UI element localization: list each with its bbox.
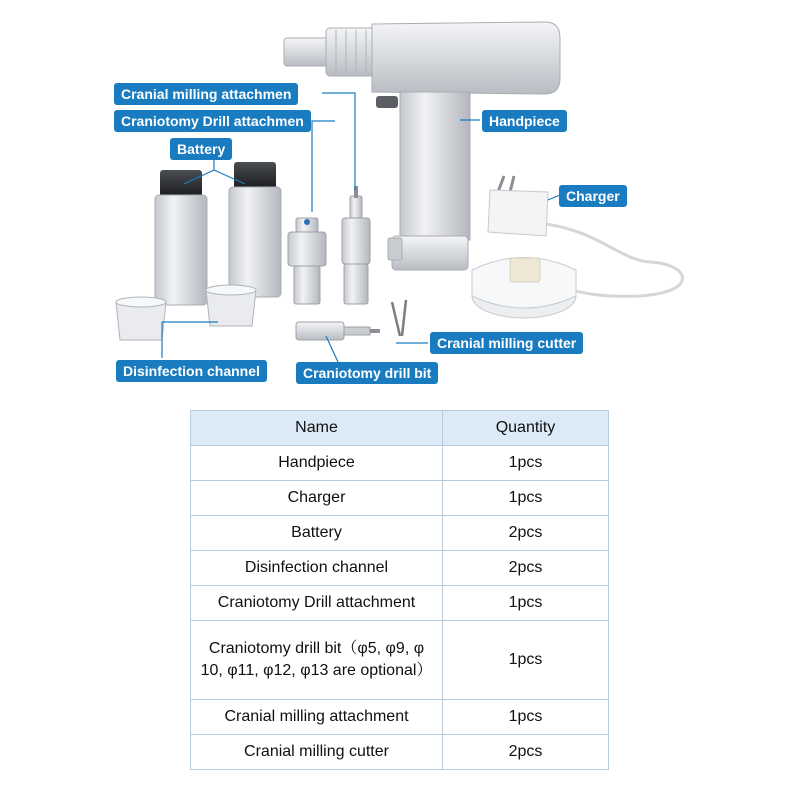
row-name: Craniotomy drill bit（φ5, φ9, φ 10, φ11, φ12, φ13 are optional）: [191, 621, 443, 700]
callout-charger: Charger: [559, 185, 627, 207]
callout-craniotomy-drill-bit: Craniotomy drill bit: [296, 362, 438, 384]
table-header-row: [191, 411, 609, 446]
cranial-milling-cutter-image: [392, 300, 406, 336]
table-row: [191, 586, 609, 621]
row-quantity: 1pcs: [443, 621, 609, 700]
row-name: Cranial milling attachment: [191, 700, 443, 735]
parts-table: [190, 410, 609, 770]
product-photo: [0, 0, 800, 395]
callout-handpiece: Handpiece: [482, 110, 567, 132]
table-row: [191, 481, 609, 516]
row-quantity: 2pcs: [443, 551, 609, 586]
row-quantity: 1pcs: [443, 481, 609, 516]
row-name: Disinfection channel: [191, 551, 443, 586]
row-quantity: 2pcs: [443, 516, 609, 551]
row-quantity: 1pcs: [443, 586, 609, 621]
row-name: Cranial milling cutter: [191, 735, 443, 770]
craniotomy-drill-attachment-image: [288, 218, 326, 304]
row-name: Battery: [191, 516, 443, 551]
callout-cranial-milling-cutter: Cranial milling cutter: [430, 332, 583, 354]
table-row: [191, 551, 609, 586]
row-quantity: 1pcs: [443, 700, 609, 735]
table-row: [191, 446, 609, 481]
table-row: [191, 735, 609, 770]
table-row: [191, 516, 609, 551]
callout-craniotomy-drill-attachment: Craniotomy Drill attachmen: [114, 110, 311, 132]
callout-battery: Battery: [170, 138, 232, 160]
row-quantity: 2pcs: [443, 735, 609, 770]
battery-image: [155, 162, 281, 305]
callout-disinfection-channel: Disinfection channel: [116, 360, 267, 382]
table-row: [191, 621, 609, 700]
row-name: Charger: [191, 481, 443, 516]
craniotomy-drill-bit-image: [296, 322, 380, 340]
row-name: Handpiece: [191, 446, 443, 481]
callout-cranial-milling-attachment: Cranial milling attachmen: [114, 83, 298, 105]
column-header-name: Name: [191, 411, 443, 446]
row-quantity: 1pcs: [443, 446, 609, 481]
column-header-quantity: Quantity: [443, 411, 609, 446]
table-row: [191, 700, 609, 735]
row-name: Craniotomy Drill attachment: [191, 586, 443, 621]
cranial-milling-attachment-image: [342, 186, 370, 304]
